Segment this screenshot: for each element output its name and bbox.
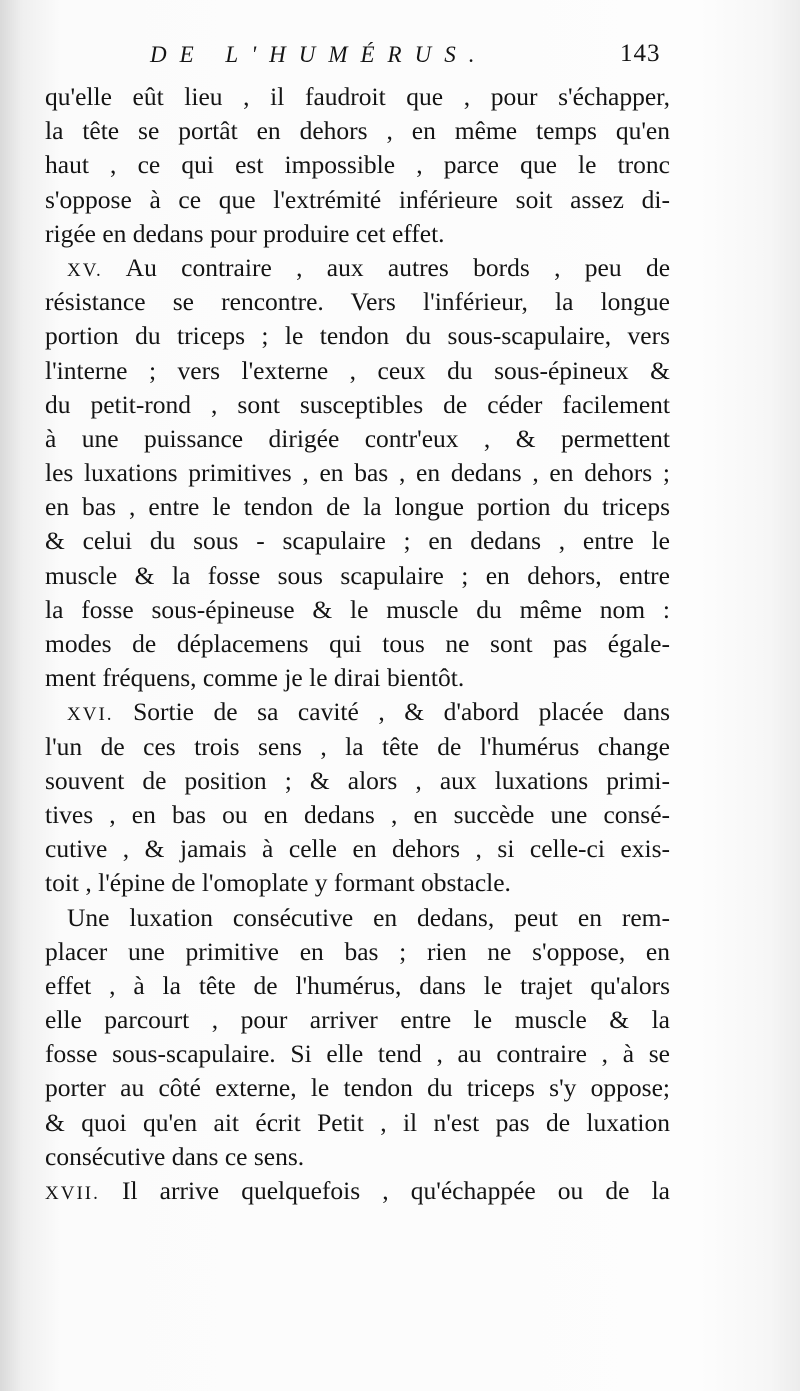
line-text: rigée en dedans pour produire cet effet.	[45, 218, 445, 248]
line-text: ment fréquens, comme je le dirai bientôt.	[45, 663, 465, 693]
line-text: modes de déplacemens qui tous ne sont pas égale-	[45, 629, 670, 658]
page-number: 143	[620, 40, 661, 67]
line-text: fosse sous-scapulaire. Si elle tend , au contraire , à se	[45, 1039, 670, 1069]
text-line	[45, 730, 670, 764]
text-line	[45, 422, 670, 456]
line-text: & quoi qu'en ait écrit Petit , il n'est pas de luxation	[45, 1107, 670, 1137]
text-line	[45, 490, 670, 524]
text-line	[45, 764, 670, 798]
text-line	[45, 354, 670, 388]
text-line	[45, 901, 670, 935]
text-line	[45, 80, 670, 114]
line-text: haut , ce qui est impossible , parce que le tronc	[45, 150, 670, 180]
line-text: cutive , & jamais à celle en dehors , si celle-ci exis-	[45, 834, 670, 864]
line-text: porter au côté externe, le tendon du triceps s'y oppose;	[45, 1073, 670, 1103]
line-text: la tête se portât en dehors , en même temps qu'en	[45, 116, 670, 146]
text-line	[45, 798, 670, 832]
line-text: souvent de position ; & alors , aux luxations primi-	[45, 765, 670, 795]
text-line	[45, 1106, 670, 1140]
line-text: effet , à la tête de l'humérus, dans le trajet qu'alors	[45, 970, 670, 1000]
text-line	[45, 1140, 670, 1174]
text-line	[45, 285, 670, 319]
section-start-line	[45, 1174, 670, 1208]
text-line	[45, 456, 670, 490]
line-text: tives , en bas ou en dedans , en succède une consé-	[45, 799, 670, 829]
line-text: l'un de ces trois sens , la tête de l'humérus change	[45, 731, 670, 761]
line-text: toit , l'épine de l'omoplate y formant obstacle.	[45, 868, 511, 898]
text-line	[45, 661, 670, 695]
running-head: DE L'HUMÉRUS.	[150, 42, 488, 67]
line-text: placer une primitive en bas ; rien ne s'oppose, en	[45, 936, 670, 966]
line-text: s'oppose à ce que l'extrémité inférieure soit assez di-	[45, 184, 670, 214]
line-text: la fosse sous-épineuse & le muscle du même nom :	[45, 594, 670, 624]
line-text: Sortie de sa cavité , & d'abord placée dans	[133, 697, 670, 727]
text-line	[45, 388, 670, 422]
text-line	[45, 627, 670, 661]
text-line	[45, 1037, 670, 1071]
text-line	[45, 866, 670, 900]
text-line	[45, 319, 670, 353]
page-header	[150, 42, 670, 82]
section-number: XV.	[67, 259, 103, 281]
line-text: en bas , entre le tendon de la longue portion du triceps	[45, 492, 670, 522]
text-line	[45, 217, 670, 251]
line-text: qu'elle eût lieu , il faudroit que , pour s'échapper,	[45, 82, 670, 111]
section-start-line	[45, 695, 670, 729]
text-line	[45, 935, 670, 969]
text-line	[45, 114, 670, 148]
line-text: l'interne ; vers l'externe , ceux du sous-épineux &	[45, 355, 670, 385]
line-text: Au contraire , aux autres bords , peu de	[125, 252, 671, 282]
line-text: Une luxation consécutive en dedans, peut en rem-	[67, 902, 670, 932]
text-line	[45, 1071, 670, 1105]
text-line	[45, 593, 670, 627]
line-text: les luxations primitives , en bas , en dedans , en dehors ;	[45, 458, 670, 488]
text-line	[45, 1003, 670, 1037]
body-text	[45, 80, 670, 1208]
line-text: du petit-rond , sont susceptibles de céder facilement	[45, 389, 670, 419]
line-text: portion du triceps ; le tendon du sous-scapulaire, vers	[45, 321, 670, 351]
text-line	[45, 148, 670, 182]
section-number: XVII.	[45, 1183, 100, 1204]
section-number: XVI.	[67, 704, 114, 726]
text-line	[45, 559, 670, 593]
line-text: résistance se rencontre. Vers l'inférieur, la longue	[45, 287, 670, 317]
line-text: muscle & la fosse sous scapulaire ; en dehors, entre	[45, 560, 670, 590]
line-text: elle parcourt , pour arriver entre le muscle & la	[45, 1005, 670, 1035]
line-text: consécutive dans ce sens.	[45, 1141, 305, 1171]
line-text: Il arrive quelquefois , qu'échappée ou de la	[121, 1176, 670, 1205]
text-line	[45, 183, 670, 217]
text-line	[45, 969, 670, 1003]
section-start-line	[45, 251, 670, 285]
text-line	[45, 524, 670, 558]
line-text: à une puissance dirigée contr'eux , & permettent	[45, 423, 670, 453]
line-text: & celui du sous - scapulaire ; en dedans , entre le	[45, 526, 670, 556]
text-line	[45, 832, 670, 866]
